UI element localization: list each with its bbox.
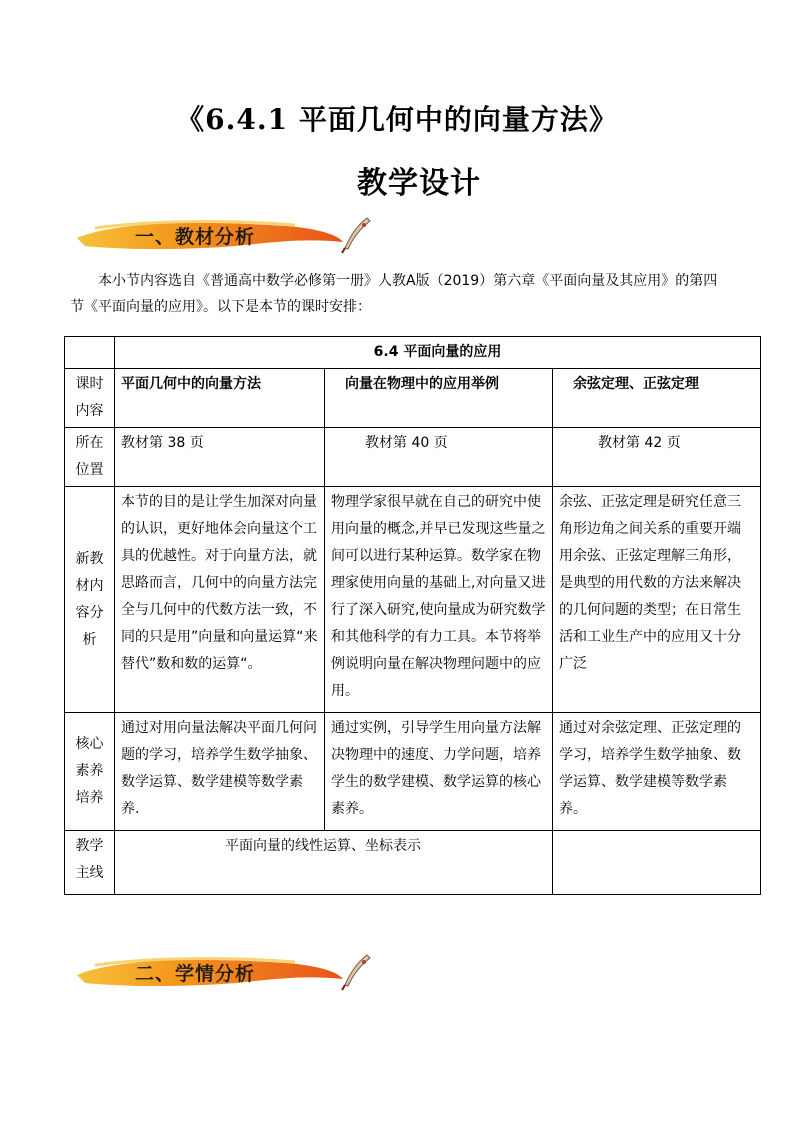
lesson-3: 余弦定理、正弦定理: [553, 369, 761, 428]
section-label: 一、教材分析: [135, 226, 256, 248]
intro-line-2: 节《平面向量的应用》。以下是本节的课时安排：: [70, 299, 371, 315]
mainline-text: 平面向量的线性运算、坐标表示: [115, 831, 553, 895]
table-corner-cell: [65, 337, 115, 369]
row-label-mainline: 教学主线: [65, 831, 115, 895]
table-row-location: [65, 428, 761, 487]
table-header-title: 6.4 平面向量的应用: [115, 337, 761, 369]
lesson-1: 平面几何中的向量方法: [115, 369, 325, 428]
lesson-2: 向量在物理中的应用举例: [325, 369, 553, 428]
location-1: 教材第 38 页: [115, 428, 325, 487]
table-row-lessons: [65, 369, 761, 428]
intro-paragraph: [70, 268, 730, 320]
intro-line-1: 本小节内容选自《普通高中数学必修第一册》人教A版（2019）第六章《平面向量及其应用》的第四: [98, 273, 718, 289]
location-2: 教材第 40 页: [325, 428, 553, 487]
table-row-literacy: [65, 713, 761, 831]
section-banner-learner-analysis: [75, 953, 375, 993]
row-label-analysis: 新教材内容分析: [65, 487, 115, 713]
location-3: 教材第 42 页: [553, 428, 761, 487]
analysis-1: 本节的目的是让学生加深对向量的认识，更好地体会向量这个工具的优越性。对于向量方法，就思路而言，几何中的向量方法完全与几何中的代数方法一致，不同的只是用”向量和向量运算“来替代”数和数的运算“。: [115, 487, 325, 713]
document-title: 《6.4.1 平面几何中的向量方法》: [176, 103, 618, 136]
table-row-mainline: [65, 831, 761, 895]
table-row-analysis: [65, 487, 761, 713]
literacy-3: 通过对余弦定理、正弦定理的学习，培养学生数学抽象、数学运算、数学建模等数学素养。: [553, 713, 761, 831]
analysis-3: 余弦、正弦定理是研究任意三角形边角之间关系的重要开端用余弦、正弦定理解三角形，是典型的用代数的方法来解决的几何问题的类型；在日常生活和工业生产中的应用又十分广泛: [553, 487, 761, 713]
quill-pen-icon: [337, 951, 377, 991]
section-banner-textbook-analysis: [75, 216, 375, 256]
literacy-1: 通过对用向量法解决平面几何问题的学习，培养学生数学抽象、数学运算、数学建模等数学素养.: [115, 713, 325, 831]
quill-pen-icon: [337, 214, 377, 254]
table-header-row: [65, 337, 761, 369]
section-label: 二、学情分析: [135, 963, 256, 985]
row-label-literacy: 核心素养培养: [65, 713, 115, 831]
document-subtitle: 教学设计: [357, 166, 481, 201]
row-label-location: 所在位置: [65, 428, 115, 487]
literacy-2: 通过实例，引导学生用向量方法解决物理中的速度、力学问题，培养学生的数学建模、数学运算的核心素养。: [325, 713, 553, 831]
lesson-plan-table: [64, 336, 761, 895]
analysis-2: 物理学家很早就在自己的研究中使用向量的概念,并早已发现这些量之间可以进行某种运算。数学家在物理家使用向量的基础上,对向量又进行了深入研究,使向量成为研究数学和其他科学的有力工具。本节将举例说明向量在解决物理问题中的应用。: [325, 487, 553, 713]
mainline-empty-cell: [553, 831, 761, 895]
row-label-lessons: 课时内容: [65, 369, 115, 428]
